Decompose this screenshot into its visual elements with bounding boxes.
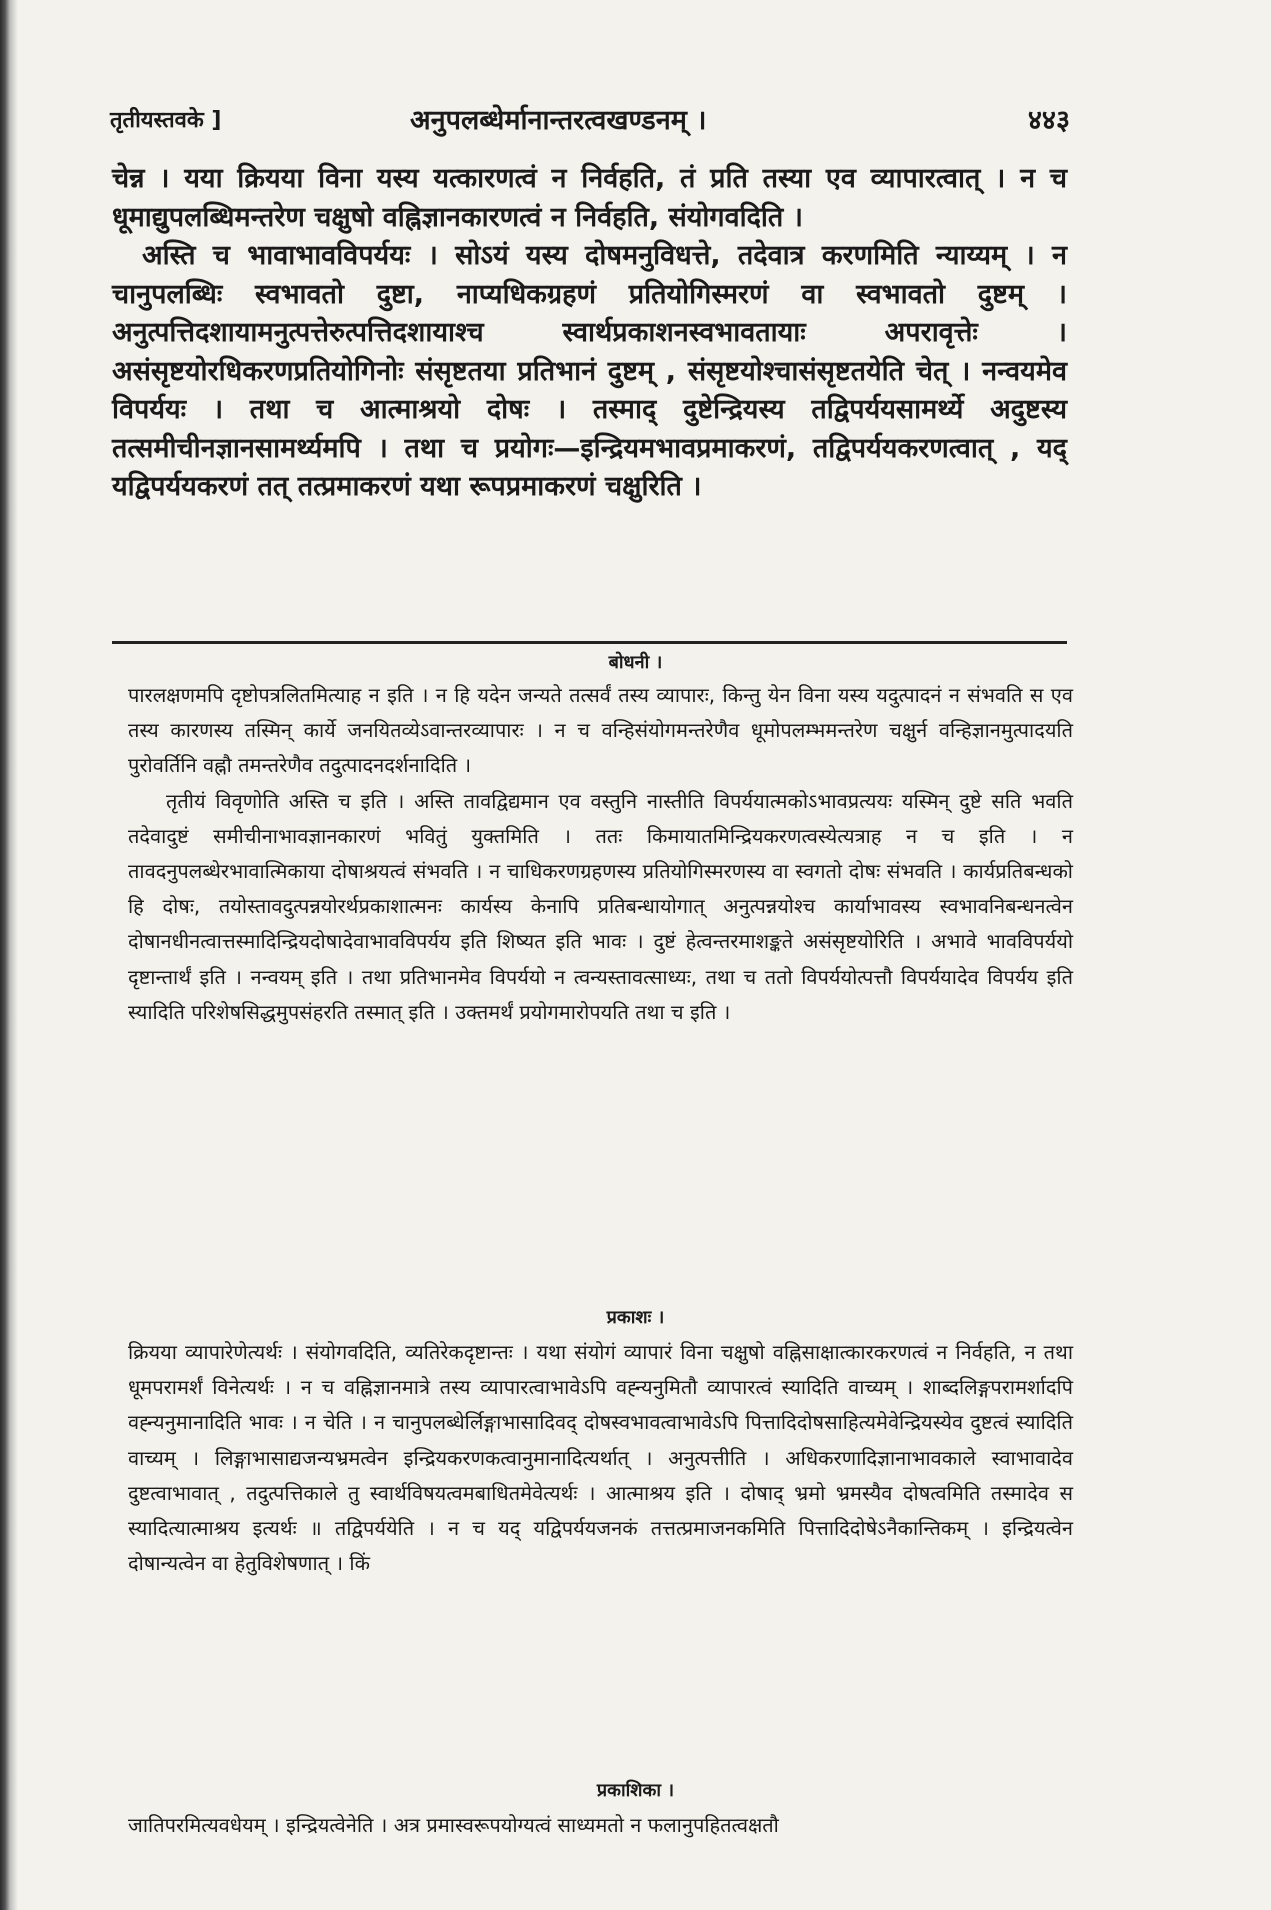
main-text-para: अस्ति च भावाभावविपर्ययः । सोऽयं यस्य दोषमनुविधत्ते, तदेवात्र करणमिति न्याय्यम् । न चानुपलब्धिः स्वभावतो दुष्टा, नाप्यधिकग्रहणं प्रतियोगिस्मरणं वा स्वभावतो दुष्टम् । अनुत्पत्तिदशायामनुत्पत्तेरुत्पत्तिदशायाश्च स्वार्थप्रकाशनस्वभावतायाः अपरावृत्तेः । असंसृष्टयोरधिकरणप्रतियोगिनोः संसृष्टतया प्रतिभानं दुष्टम् , संसृष्टयोश्चासंसृष्टतयेति चेत् । नन्वयमेव विपर्ययः । तथा च आत्माश्रयो दोषः । तस्माद् दुष्टेन्द्रियस्य तद्विपर्ययसामर्थ्ये अदुष्टस्य तत्समीचीनज्ञानसामर्थ्यमपि । तथा च प्रयोगः—इन्द्रियमभावप्रमाकरणं, तद्विपर्ययकरणत्वात् , यद् यद्विपर्ययकरणं तत् तत्प्रमाकरणं यथा रूपप्रमाकरणं चक्षुरिति । <box>112 240 1067 502</box>
main-text-para: चेन्न । यया क्रियया विना यस्य यत्कारणत्वं न निर्वहति, तं प्रति तस्या एव व्यापारत्वात् । न च धूमाद्युपलब्धिमन्तरेण चक्षुषो वह्निज्ञानकारणत्वं न निर्वहति, संयोगवदिति । <box>112 163 1067 233</box>
prakasha-commentary <box>128 1335 1073 1581</box>
running-header <box>110 100 1070 140</box>
header-chapter: तृतीयस्तवके ] <box>110 108 222 133</box>
commentary-para: क्रियया व्यापारेणेत्यर्थः । संयोगवदिति, व्यतिरेकदृष्टान्तः । यथा संयोगं व्यापारं विना चक्षुषो वह्निसाक्षात्कारकरणत्वं न निर्वहति, न तथा धूमपरामर्शं विनेत्यर्थः । न च वह्निज्ञानमात्रे तस्य व्यापारत्वाभावेऽपि वह्न्यनुमितौ व्यापारत्वं स्यादिति वाच्यम् । शाब्दलिङ्गपरामर्शादपि वह्न्यनुमानादिति भावः । न चेति । न चानुपलब्धेर्लिङ्गाभासादिवद् दोषस्वभावत्वाभावेऽपि पित्तादिदोषसाहित्यमेवेन्द्रियस्येव दुष्टत्वं स्यादिति वाच्यम् । लिङ्गाभासाद्यजन्यभ्रमत्वेन इन्द्रियकरणकत्वानुमानादित्यर्थात् । अनुत्पत्तीति । अधिकरणादिज्ञानाभावकाले स्वाभावादेव दुष्टत्वाभावात् , तदुत्पत्तिकाले तु स्वार्थविषयत्वमबाधितमेवेत्यर्थः । आत्माश्रय इति । दोषाद् भ्रमो भ्रमस्यैव दोषत्वमिति तस्मादेव स स्यादित्यात्माश्रय इत्यर्थः ॥ तद्विपर्ययेति । न च यद् यद्विपर्ययजनकं तत्तत्प्रमाजनकमिति पित्तादिदोषेऽनैकान्तिकम् । इन्द्रियत्वेन दोषान्यत्वेन वा हेतुविशेषणात् । किं <box>128 1340 1073 1576</box>
main-text <box>112 160 1067 507</box>
page-binding-edge <box>0 0 18 1910</box>
header-title: अनुपलब्धेर्मानान्तरत्वखण्डनम् । <box>410 105 707 136</box>
prakashika-title: प्रकाशिका । <box>596 1780 675 1801</box>
prakasha-title: प्रकाशः । <box>606 1307 665 1328</box>
commentary-para: तृतीयं विवृणोति अस्ति च इति । अस्ति तावद्विद्यमान एव वस्तुनि नास्तीति विपर्ययात्मकोऽभावप्रत्ययः यस्मिन् दुष्टे सति भवति तदेवादुष्टं समीचीनाभावज्ञानकारणं भवितुं युक्तमिति । ततः किमायातमिन्द्रियकरणत्वस्येत्यत्राह न च इति । न तावदनुपलब्धेरभावात्मिकाया दोषाश्रयत्वं संभवति । न चाधिकरणग्रहणस्य प्रतियोगिस्मरणस्य वा स्वगतो दोषः संभवति । कार्यप्रतिबन्धको हि दोषः, तयोस्तावदुत्पन्नयोरर्थप्रकाशात्मनः कार्यस्य केनापि प्रतिबन्धायोगात् अनुत्पन्नयोश्च कार्याभावस्य स्वभावनिबन्धनत्वेन दोषानधीनत्वात्तस्मादिन्द्रियदोषादेवाभावविपर्यय इति शिष्यत इति भावः । दुष्टं हेत्वन्तरमाशङ्कते असंसृष्टयोरिति । अभावे भावविपर्ययो दृष्टान्तार्थं इति । नन्वयम् इति । तथा प्रतिभानमेव विपर्ययो न त्वन्यस्तावत्साध्यः, तथा च ततो विपर्ययोत्पत्तौ विपर्ययादेव विपर्यय इति स्यादिति परिशेषसिद्धमुपसंहरति तस्मात् इति । उक्तमर्थं प्रयोगमारोपयति तथा च इति । <box>128 788 1073 1024</box>
divider-rule <box>112 641 1067 644</box>
commentary-para: जातिपरमित्यवधेयम् । इन्द्रियत्वेनेति । अत्र प्रमास्वरूपयोग्यत्वं साध्यमतो न फलानुपहितत्वक्षतौ <box>128 1813 779 1837</box>
page-number: ४४३ <box>1027 105 1070 136</box>
commentary-para: पारलक्षणमपि दृष्टोपत्रलितमित्याह न इति । न हि यदेन जन्यते तत्सर्वं तस्य व्यापारः, किन्तु येन विना यस्य यदुत्पादनं न संभवति स एव तस्य कारणस्य तस्मिन् कार्ये जनयितव्येऽवान्तरव्यापारः । न च वन्हिसंयोगमन्तरेणैव धूमोपलम्भमन्तरेण चक्षुर्न वन्हिज्ञानमुत्पादयति पुरोवर्तिनि वह्नौ तमन्तरेणैव तदुत्पादनदर्शनादिति । <box>128 683 1073 778</box>
bodhani-title: बोधनी । <box>608 652 663 673</box>
prakashika-commentary <box>128 1808 1073 1843</box>
bodhani-commentary <box>128 678 1073 1030</box>
